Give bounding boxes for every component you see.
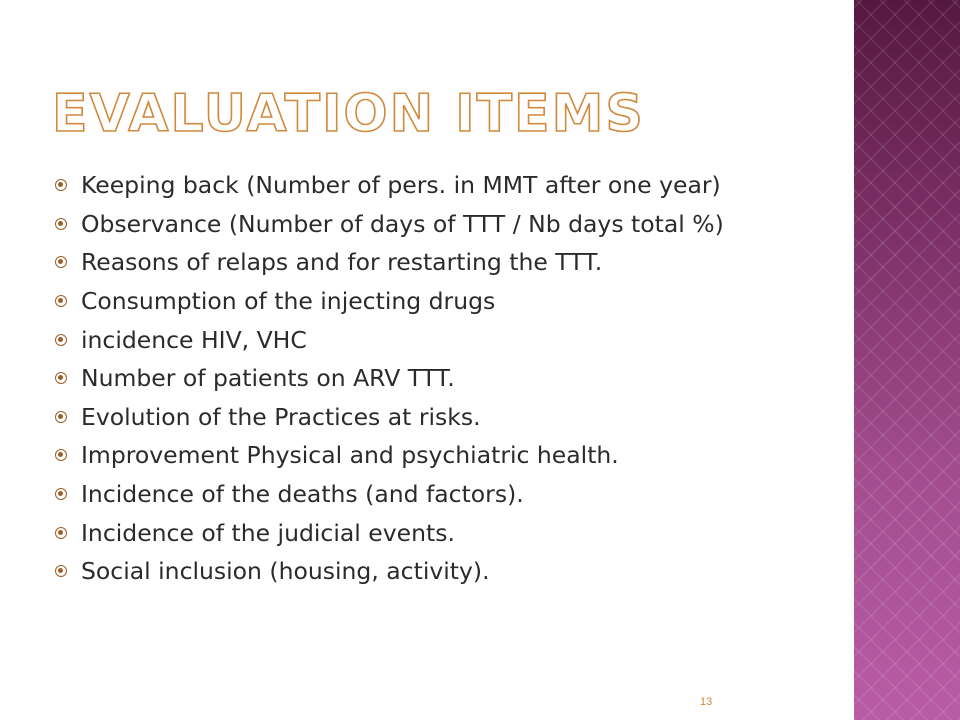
list-item-text: Reasons of relaps and for restarting the TTT. [81,248,603,277]
page-number: 13 [700,696,713,708]
list-item-text: Incidence of the judicial events. [81,518,455,547]
list-item-text: Social inclusion (housing, activity). [81,557,490,586]
circle-bullet-icon [55,488,67,500]
circle-bullet-icon [55,411,67,423]
decorative-side-panel [854,0,960,720]
list-item-text: Improvement Physical and psychiatric health. [81,441,619,470]
circle-bullet-icon [55,334,67,346]
circle-bullet-icon [55,179,67,191]
list-item-text: Number of patients on ARV TTT. [81,364,455,393]
list-item-text: Keeping back (Number of pers. in MMT after one year) [81,171,721,200]
list-item [55,243,724,282]
list-item [55,320,724,359]
circle-bullet-icon [55,565,67,577]
circle-bullet-icon [55,527,67,539]
circle-bullet-icon [55,449,67,461]
list-item [55,359,724,398]
list-item [55,475,724,514]
list-item [55,205,724,244]
list-item-text: Incidence of the deaths (and factors). [81,480,524,509]
list-item-text: Evolution of the Practices at risks. [81,402,481,431]
list-item-text: Observance (Number of days of TTT / Nb days total %) [81,209,724,238]
list-item [55,436,724,475]
list-item [55,398,724,437]
list-item [55,513,724,552]
circle-bullet-icon [55,218,67,230]
list-item [55,282,724,321]
circle-bullet-icon [55,295,67,307]
slide-title: EVALUATION ITEMS [52,84,645,144]
bullet-list [55,166,724,591]
circle-bullet-icon [55,372,67,384]
circle-bullet-icon [55,256,67,268]
list-item [55,166,724,205]
list-item-text: incidence HIV, VHC [81,325,307,354]
list-item-text: Consumption of the injecting drugs [81,287,496,316]
list-item [55,552,724,591]
